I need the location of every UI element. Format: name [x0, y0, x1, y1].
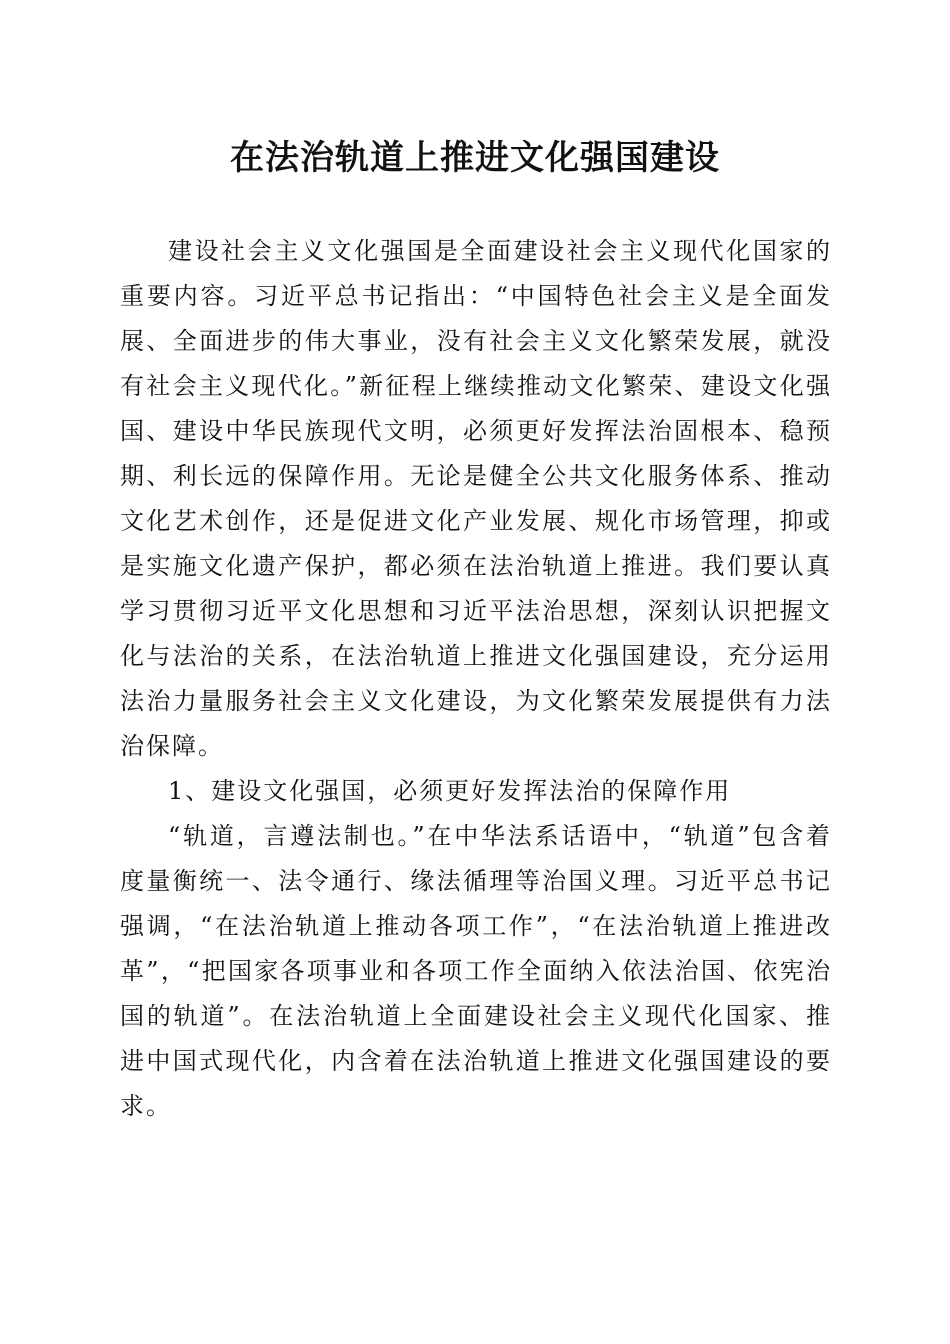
document-body — [120, 229, 832, 1129]
intro-paragraph: 建设社会主义文化强国是全面建设社会主义现代化国家的重要内容。习近平总书记指出：“中国特色社会主义是全面发展、全面进步的伟大事业，没有社会主义文化繁荣发展，就没有社会主义现代化。”新征程上继续推动文化繁荣、建设文化强国、建设中华民族现代文明，必须更好发挥法治固根本、稳预期、利长远的保障作用。无论是健全公共文化服务体系、推动文化艺术创作，还是促进文化产业发展、规化市场管理，抑或是实施文化遗产保护，都必须在法治轨道上推进。我们要认真学习贯彻习近平文化思想和习近平法治思想，深刻认识把握文化与法治的关系，在法治轨道上推进文化强国建设，充分运用法治力量服务社会主义文化建设，为文化繁荣发展提供有力法治保障。 — [120, 237, 832, 760]
section-heading: 1、建设文化强国，必须更好发挥法治的保障作用 — [168, 777, 732, 805]
section-paragraph: “轨道，言遵法制也。”在中华法系话语中，“轨道”包含着度量衡统一、法令通行、缘法循理等治国义理。习近平总书记强调，“在法治轨道上推动各项工作”，“在法治轨道上推进改革”，“把国家各项事业和各项工作全面纳入依法治国、依宪治国的轨道”。在法治轨道上全面建设社会主义现代化国家、推进中国式现代化，内含着在法治轨道上推进文化强国建设的要求。 — [120, 822, 832, 1120]
document-title: 在法治轨道上推进文化强国建设 — [230, 138, 720, 178]
